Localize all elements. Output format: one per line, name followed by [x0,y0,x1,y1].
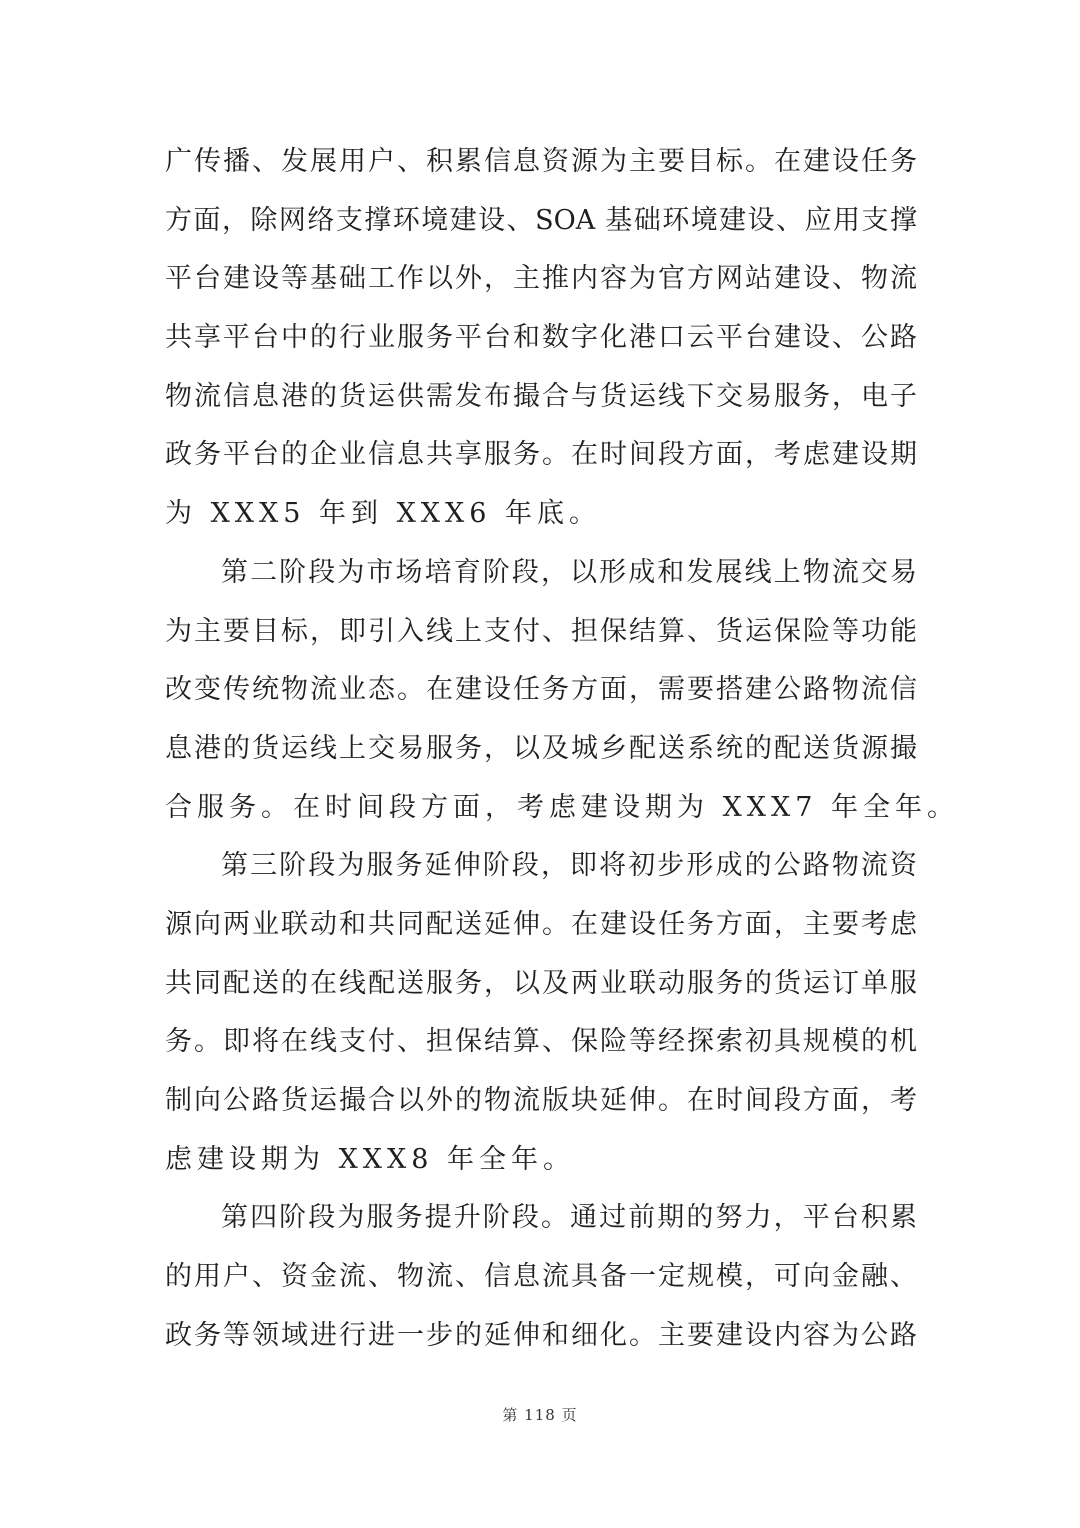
body-text [165,133,960,1365]
text-line: 源向两业联动和共同配送延伸。在建设任务方面，主要考虑 [165,908,917,940]
text-line: 共享平台中的行业服务平台和数字化港口云平台建设、公路 [165,322,917,354]
text-line: 息港的货运线上交易服务，以及城乡配送系统的配送货源撮 [165,732,917,764]
text-line: 平台建设等基础工作以外，主推内容为官方网站建设、物流 [165,263,917,295]
text-line: 第三阶段为服务延伸阶段，即将初步形成的公路物流资 [221,850,917,882]
text-line: 共同配送的在线配送服务，以及两业联动服务的货运订单服 [165,967,917,999]
text-line: 第四阶段为服务提升阶段。通过前期的努力，平台积累 [221,1202,917,1234]
text-line: 物流信息港的货运供需发布撮合与货运线下交易服务，电子 [165,380,917,412]
text-line: 方面，除网络支撑环境建设、SOA 基础环境建设、应用支撑 [165,204,917,236]
text-line: 制向公路货运撮合以外的物流版块延伸。在时间段方面，考 [165,1085,917,1116]
text-line: 政务等领域进行进一步的延伸和细化。主要建设内容为公路 [165,1319,917,1351]
text-line: 第二阶段为市场培育阶段，以形成和发展线上物流交易 [221,556,917,588]
paragraph [165,837,917,1189]
paragraph [165,544,960,837]
text-line: 政务平台的企业信息共享服务。在时间段方面，考虑建设期 [165,439,917,471]
text-line: 广传播、发展用户、积累信息资源为主要目标。在建设任务 [165,146,917,177]
text-line: 虑建设期为 XXX8 年全年。 [165,1143,576,1175]
text-line: 合服务。在时间段方面，考虑建设期为 XXX7 年全年。 [165,791,960,823]
text-line: 的用户、资金流、物流、信息流具备一定规模，可向金融、 [165,1261,917,1293]
text-line: 为 XXX5 年到 XXX6 年底。 [165,498,602,530]
paragraph [165,1189,917,1365]
text-line: 改变传统物流业态。在建设任务方面，需要搭建公路物流信 [165,674,917,706]
text-line: 务。即将在线支付、担保结算、保险等经探索初具规模的机 [165,1026,917,1058]
text-line: 为主要目标，即引入线上支付、担保结算、货运保险等功能 [165,615,917,647]
paragraph [165,133,917,544]
page-number: 第 118 页 [502,1406,578,1424]
